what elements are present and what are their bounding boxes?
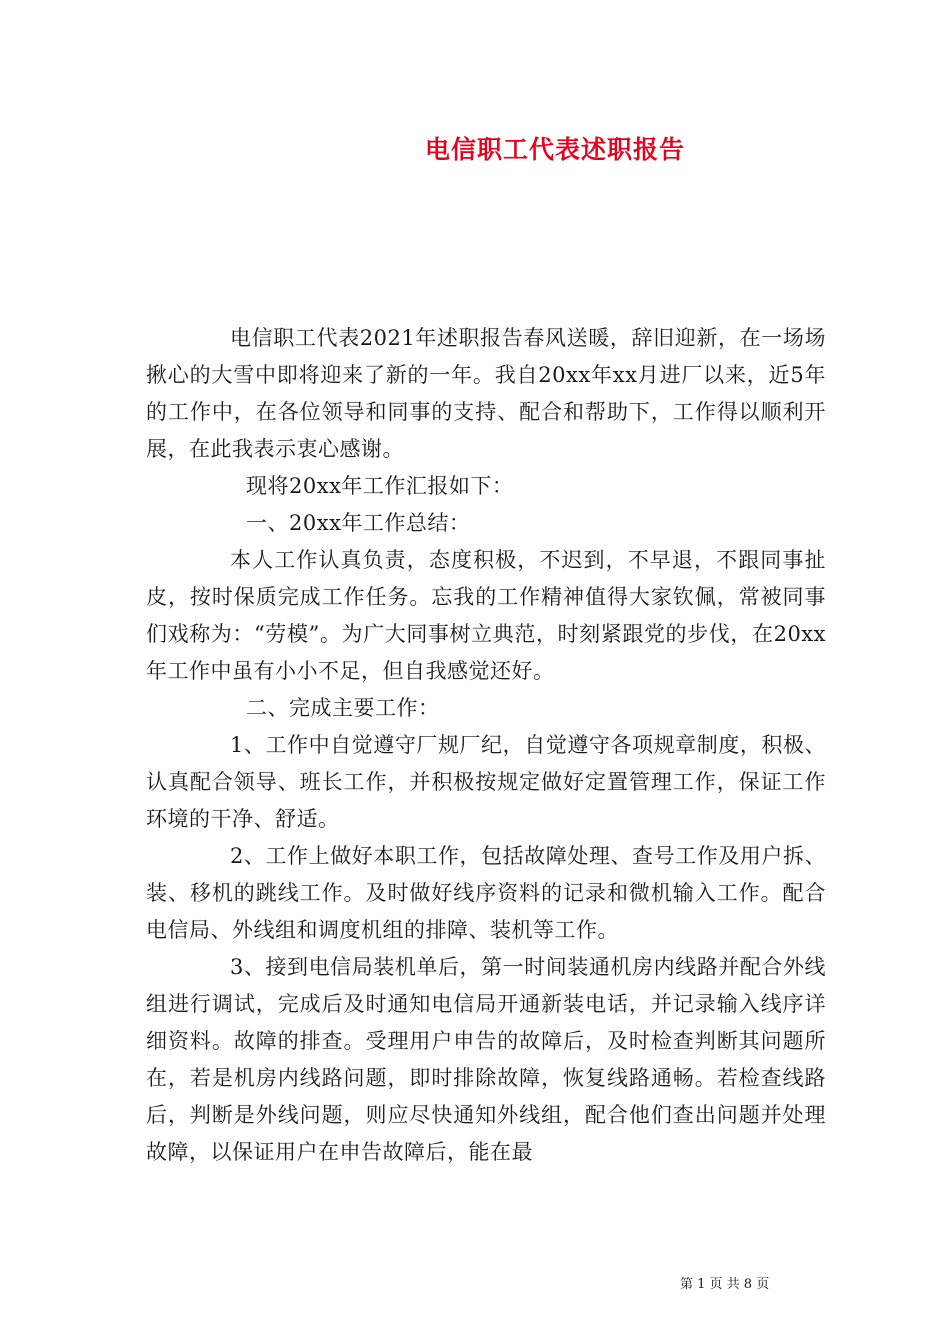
- heading-main-work: 二、完成主要工作：: [246, 696, 440, 720]
- document-title: [0, 130, 950, 170]
- paragraph-intro: 电信职工代表2021年述职报告春风送暖，辞旧迎新，在一场场揪心的大雪中即将迎来了新的一年。我自20xx年xx月进厂以来，近5年的工作中，在各位领导和同事的支持、配合和帮助下，工作得以顺利开展，在此我表示衷心感谢。: [146, 326, 826, 461]
- document-title-text: 电信职工代表述职报告: [425, 135, 686, 164]
- paragraph-item-1: 1、工作中自觉遵守厂规厂纪，自觉遵守各项规章制度，积极、认真配合领导、班长工作，并积极按规定做好定置管理工作，保证工作环境的干净、舒适。: [146, 733, 826, 831]
- page-number: 第 1 页 共 8 页: [680, 1277, 770, 1292]
- paragraph-item-2: 2、工作上做好本职工作，包括故障处理、查号工作及用户拆、装、移机的跳线工作。及时做好线序资料的记录和微机输入工作。配合电信局、外线组和调度机组的排障、装机等工作。: [146, 844, 826, 942]
- paragraph-summary: 本人工作认真负责，态度积极，不迟到，不早退，不跟同事扯皮，按时保质完成工作任务。忘我的工作精神值得大家钦佩，常被同事们戏称为：“劳模”。为广大同事树立典范，时刻紧跟党的步伐，在20xx年工作中虽有小小不足，但自我感觉还好。: [146, 548, 826, 683]
- heading-summary: 一、20xx年工作总结：: [246, 511, 471, 535]
- document-body: [146, 320, 826, 1171]
- paragraph-item-3: 3、接到电信局装机单后，第一时间装通机房内线路并配合外线组进行调试，完成后及时通知电信局开通新装电话，并记录输入线序详细资料。故障的排查。受理用户申告的故障后，及时检查判断其问题所在，若是机房内线路问题，即时排除故障，恢复线路通畅。若检查线路后，判断是外线问题，则应尽快通知外线组，配合他们查出问题并处理故障，以保证用户在申告故障后，能在最: [146, 955, 826, 1164]
- paragraph-report-lead: 现将20xx年工作汇报如下：: [246, 474, 514, 498]
